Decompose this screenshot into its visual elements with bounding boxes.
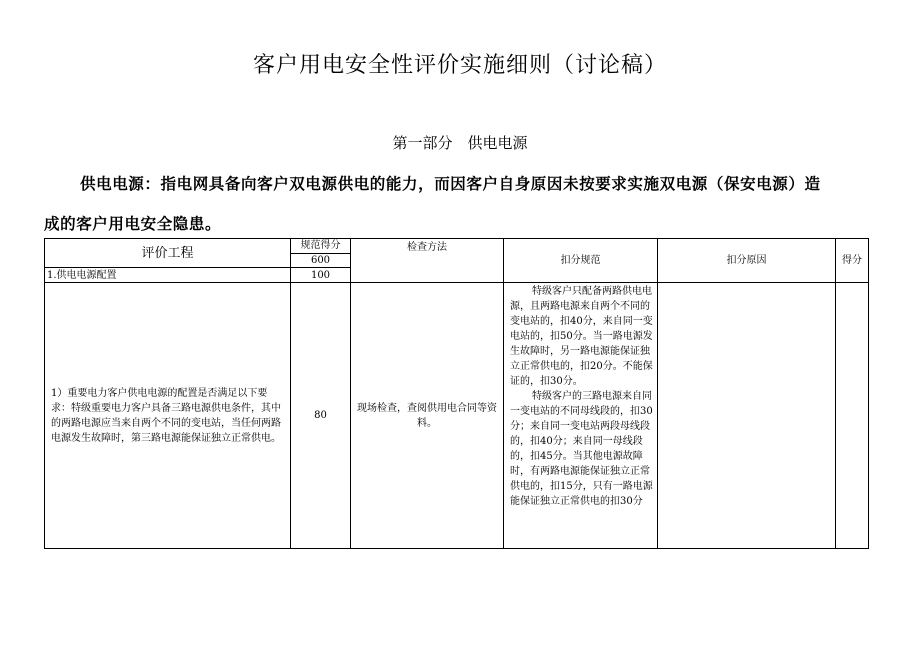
item-score: 80 (291, 283, 351, 549)
item-deduction-rule (504, 283, 658, 549)
header-standard-score-value: 600 (291, 254, 351, 268)
deduction-paragraph: 特级客户的三路电源来自同一变电站的不同母线段的，扣30分；来自同一变电站两段母线段的，扣40分；来自同一母线段的，扣45分。当其他电源故障时，有两路电源能保证独立正常供电的，扣15分，只有一路电源能保证独立正常供电的扣30分 (510, 391, 653, 507)
document-title: 客户用电安全性评价实施细则（讨论稿） (252, 53, 667, 78)
header-score: 得分 (836, 239, 869, 283)
header-standard-score: 规范得分 (291, 239, 351, 254)
intro-paragraph: 供电电源：指电网具备向客户双电源供电的能力，而因客户自身原因未按要求实施双电源（保安电源）造成的客户用电安全隐患。 (44, 174, 821, 233)
section-score: 100 (291, 268, 351, 283)
item-method: 现场检查，查阅供用电合同等资料。 (351, 283, 504, 549)
header-deduction-reason: 扣分原因 (658, 239, 836, 283)
part-heading: 第一部分 供电电源 (392, 134, 528, 152)
item-earned-score (836, 283, 869, 549)
header-method: 检查方法 (351, 239, 504, 283)
header-project: 评价工程 (45, 239, 291, 268)
header-deduction-rule: 扣分规范 (504, 239, 658, 283)
item-deduction-reason (658, 283, 836, 549)
section-label: 1.供电电源配置 (45, 268, 291, 283)
item-requirement: 1）重要电力客户供电电源的配置是否满足以下要求：特级重要电力客户具备三路电源供电条件，其中的两路电源应当来自两个不同的变电站，当任何两路电源发生故障时，第三路电源能保证独立正常供电。 (45, 283, 291, 549)
deduction-paragraph: 特级客户只配备两路供电电源，且两路电源来自两个不同的变电站的，扣40分，来自同一变电站的，扣50分。当一路电源发生故障时，另一路电源能保证独立正常供电的，扣20分。不能保证的，扣30分。 (510, 286, 653, 387)
evaluation-table (44, 238, 869, 549)
